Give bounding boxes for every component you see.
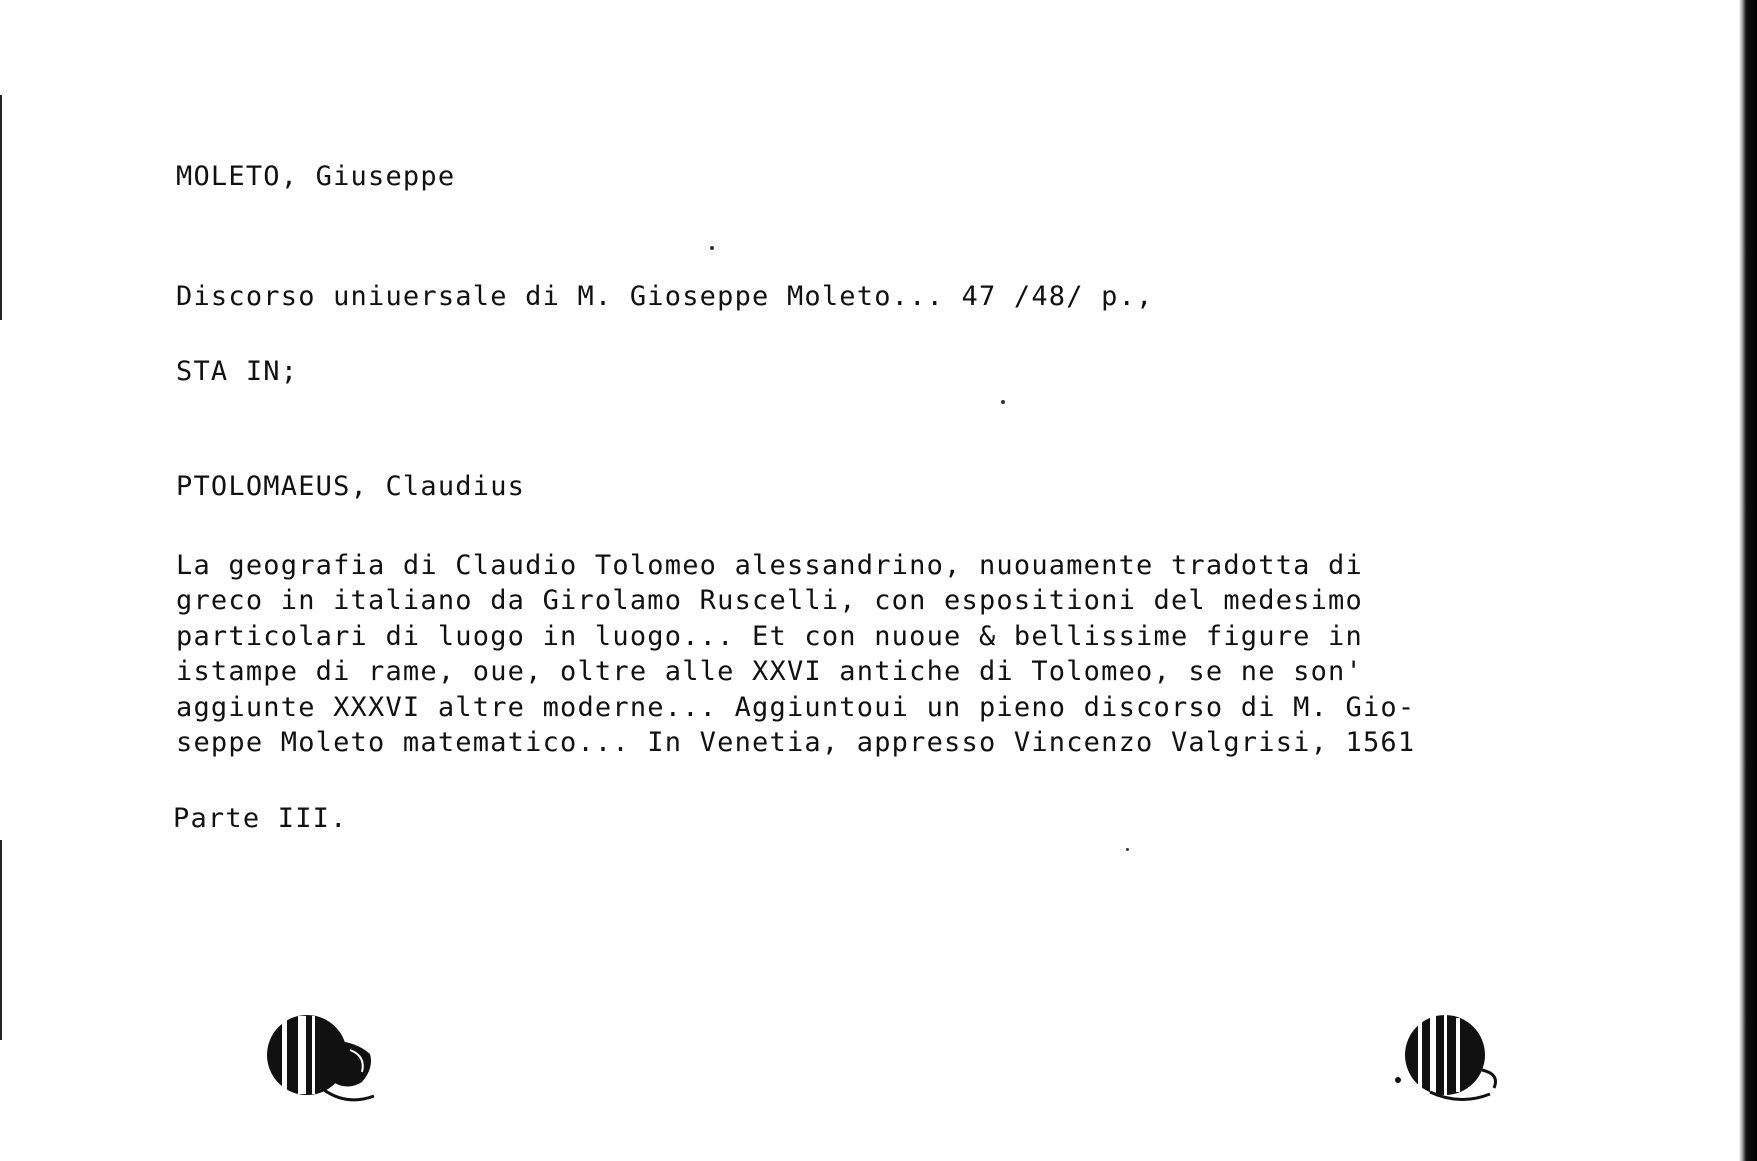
host-title-line: aggiunte XXXVI altre moderne... Aggiuntoui un pieno discorso di M. Gio- — [176, 691, 1416, 723]
punch-hole-left-icon — [262, 1010, 392, 1110]
host-title-line: seppe Moleto matematico... In Venetia, appresso Vincenzo Valgrisi, 1561 — [176, 726, 1416, 758]
host-title-line: particolari di luogo in luogo... Et con nuoue & bellissime figure in — [176, 620, 1363, 652]
work-title: Discorso uniuersale di M. Gioseppe Moleto... 47 /48/ p., — [176, 281, 1154, 312]
host-title-line: La geografia di Claudio Tolomeo alessandrino, nuouamente tradotta di — [176, 550, 1363, 581]
host-author: PTOLOMAEUS, Claudius — [176, 471, 526, 502]
host-label: STA IN; — [176, 356, 299, 387]
ink-speck — [1001, 400, 1005, 404]
author-heading: MOLETO, Giuseppe — [176, 161, 456, 192]
host-title-line: istampe di rame, oue, oltre alle XXVI antiche di Tolomeo, se ne son' — [176, 656, 1363, 688]
ink-speck — [1126, 848, 1129, 851]
host-title-line: greco in italiano da Girolamo Ruscelli, con espositioni del medesimo — [176, 585, 1363, 617]
punch-hole-right-icon — [1390, 1010, 1520, 1110]
host-title-block — [176, 548, 1415, 760]
card-edge-left-bottom — [0, 840, 2, 1040]
card-edge-right — [1739, 0, 1757, 1161]
part-note: Parte III. — [173, 803, 348, 834]
card-edge-left-top — [0, 95, 2, 320]
ink-speck — [710, 246, 714, 250]
